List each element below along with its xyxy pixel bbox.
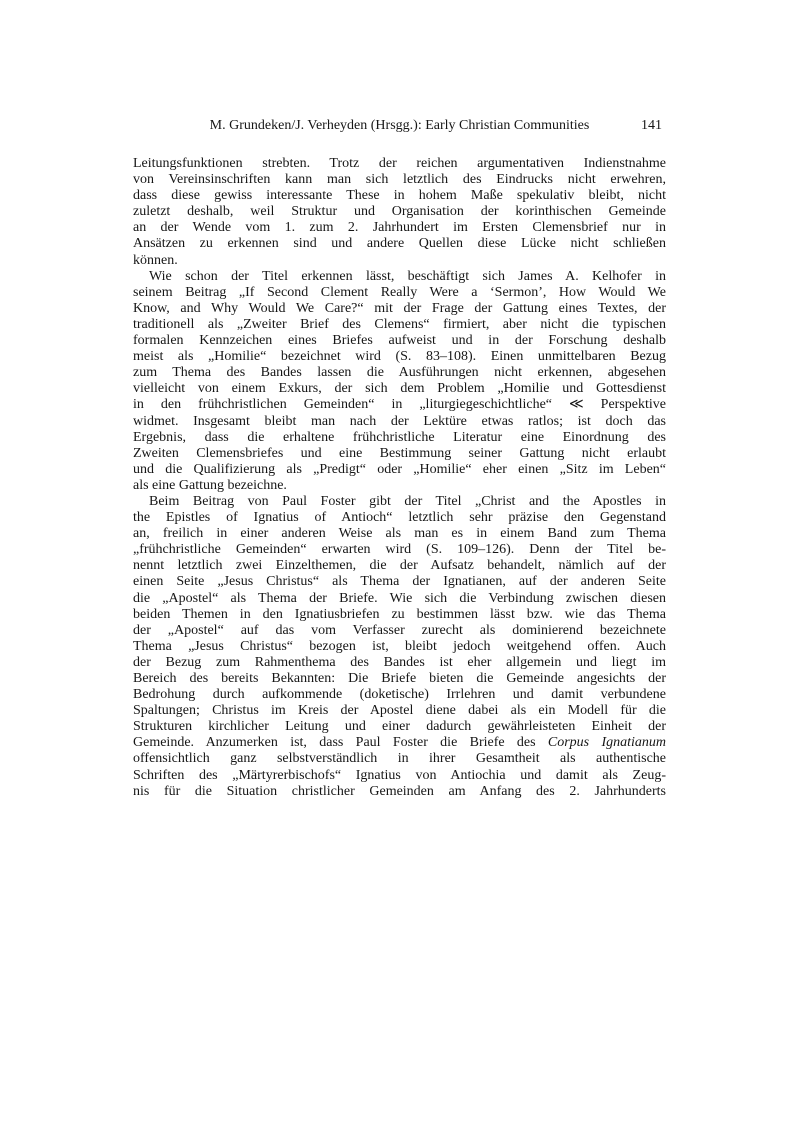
text-line: nennt letztlich zwei Einzelthemen, die der Aufsatz behandelt, nämlich auf der bbox=[133, 558, 666, 574]
text-line: als eine Gattung bezeichne. bbox=[133, 477, 287, 493]
text-body bbox=[133, 156, 666, 800]
text-line: Leitungsfunktionen strebten. Trotz der reichen argumentativen Indienstnahme bbox=[133, 156, 666, 171]
text-line: an, freilich in einer anderen Weise als man es in einem Band zum Thema bbox=[133, 526, 666, 542]
text-line: the Epistles of Ignatius of Antioch“ letztlich sehr präzise den Gegenstand bbox=[133, 510, 666, 526]
paragraph bbox=[133, 156, 666, 269]
running-head bbox=[133, 118, 666, 134]
text-line: und die Qualifizierung als „Predigt“ oder „Homilie“ eher einen „Sitz im Leben“ bbox=[133, 461, 666, 477]
text-line: nis für die Situation christlicher Gemeinden am Anfang des 2. Jahrhunderts bbox=[133, 783, 666, 799]
text-line: beiden Themen in den Ignatiusbriefen zu bestimmen lässt bzw. wie das Thema bbox=[133, 606, 666, 622]
text-line: zum Thema des Bandes lassen die Ausführungen nicht erkennen, abgesehen bbox=[133, 365, 666, 381]
text-line: einen Seite „Jesus Christus“ als Thema der Ignatianen, auf der anderen Seite bbox=[133, 574, 666, 590]
text-line: Ergebnis, dass die erhaltene frühchristliche Literatur eine Einordnung des bbox=[133, 429, 666, 445]
text-line: traditionell als „Zweiter Brief des Clemens“ firmiert, aber nicht die typischen bbox=[133, 316, 666, 332]
text-line: Bereich des bereits Bekannten: Die Briefe bieten die Gemeinde angesichts der bbox=[133, 671, 666, 686]
text-line: der Bezug zum Rahmenthema des Bandes ist eher allgemein und liegt im bbox=[133, 654, 666, 670]
text-line: Zweiten Clemensbriefes und eine Bestimmung seiner Gattung nicht erlaubt bbox=[133, 445, 666, 461]
header-title: M. Grundeken/J. Verheyden (Hrsgg.): Early Christian Communities bbox=[209, 118, 590, 133]
paragraph bbox=[133, 494, 666, 800]
text-segment: Gemeinde. Anzumerken ist, dass Paul Foster die Briefe des bbox=[133, 735, 548, 751]
text-line: Strukturen kirchlicher Leitung und einer dadurch gewährleisteten Einheit der bbox=[133, 719, 666, 735]
text-line: dass diese gewiss interessante These in hohem Maße spekulativ bleibt, nicht bbox=[133, 188, 666, 204]
text-line: von Vereinsinschriften kann man sich letztlich des Eindrucks nicht erwehren, bbox=[133, 172, 666, 188]
text-line: meist als „Homilie“ bezeichnet wird (S. 83–108). Einen unmittelbaren Bezug bbox=[133, 349, 666, 365]
text-line: die „Apostel“ als Thema der Briefe. Wie sich die Verbindung zwischen diesen bbox=[133, 590, 666, 606]
text-line: können. bbox=[133, 252, 178, 268]
text-line: Beim Beitrag von Paul Foster gibt der Titel „Christ and the Apostles in bbox=[149, 493, 666, 509]
paragraph bbox=[133, 269, 666, 494]
text-line: offensichtlich ganz selbstverständlich in ihrer Gesamtheit als authentische bbox=[133, 751, 666, 767]
text-line: Spaltungen; Christus im Kreis der Apostel diene dabei als ein Modell für die bbox=[133, 703, 666, 719]
text-line: widmet. Insgesamt bleibt man nach der Lektüre etwas ratlos; ist doch das bbox=[133, 413, 666, 429]
text-line: „frühchristliche Gemeinden“ erwarten wird (S. 109–126). Denn der Titel be- bbox=[133, 542, 666, 558]
text-line: der „Apostel“ auf das vom Verfasser zurecht als dominierend bezeichnete bbox=[133, 622, 666, 638]
text-line: Wie schon der Titel erkennen lässt, beschäftigt sich James A. Kelhofer in bbox=[149, 268, 666, 284]
text-line: Know, and Why Would We Care?“ mit der Frage der Gattung eines Textes, der bbox=[133, 300, 666, 316]
page-number: 141 bbox=[641, 118, 662, 133]
text-line: vielleicht von einem Exkurs, der sich dem Problem „Homilie und Gottesdienst bbox=[133, 381, 666, 397]
text-line bbox=[133, 735, 666, 751]
text-line: Ansätzen zu erkennen sind und andere Quellen diese Lücke nicht schließen bbox=[133, 236, 666, 252]
text-line: Bedrohung durch aufkommende (doketische) Irrlehren und damit verbundene bbox=[133, 687, 666, 703]
text-line: seinem Beitrag „If Second Clement Really Were a ‘Sermon’, How Would We bbox=[133, 284, 666, 300]
text-line: Schriften des „Märtyrerbischofs“ Ignatius von Antiochia und damit als Zeug- bbox=[133, 767, 666, 783]
italic-text: Corpus Ignatianum bbox=[547, 735, 666, 751]
text-line: an der Wende vom 1. zum 2. Jahrhundert im Ersten Clemensbrief nur in bbox=[133, 220, 666, 236]
text-line: Thema „Jesus Christus“ bezogen ist, bleibt jedoch weitgehend offen. Auch bbox=[133, 638, 666, 654]
text-line: in den frühchristlichen Gemeinden“ in „liturgiegeschichtliche“ ≪ Perspektive bbox=[133, 397, 666, 413]
text-line: zuletzt deshalb, weil Struktur und Organisation der korinthischen Gemeinde bbox=[133, 204, 666, 220]
text-line: formalen Kennzeichen eines Briefes aufweist und in der Forschung deshalb bbox=[133, 333, 666, 349]
